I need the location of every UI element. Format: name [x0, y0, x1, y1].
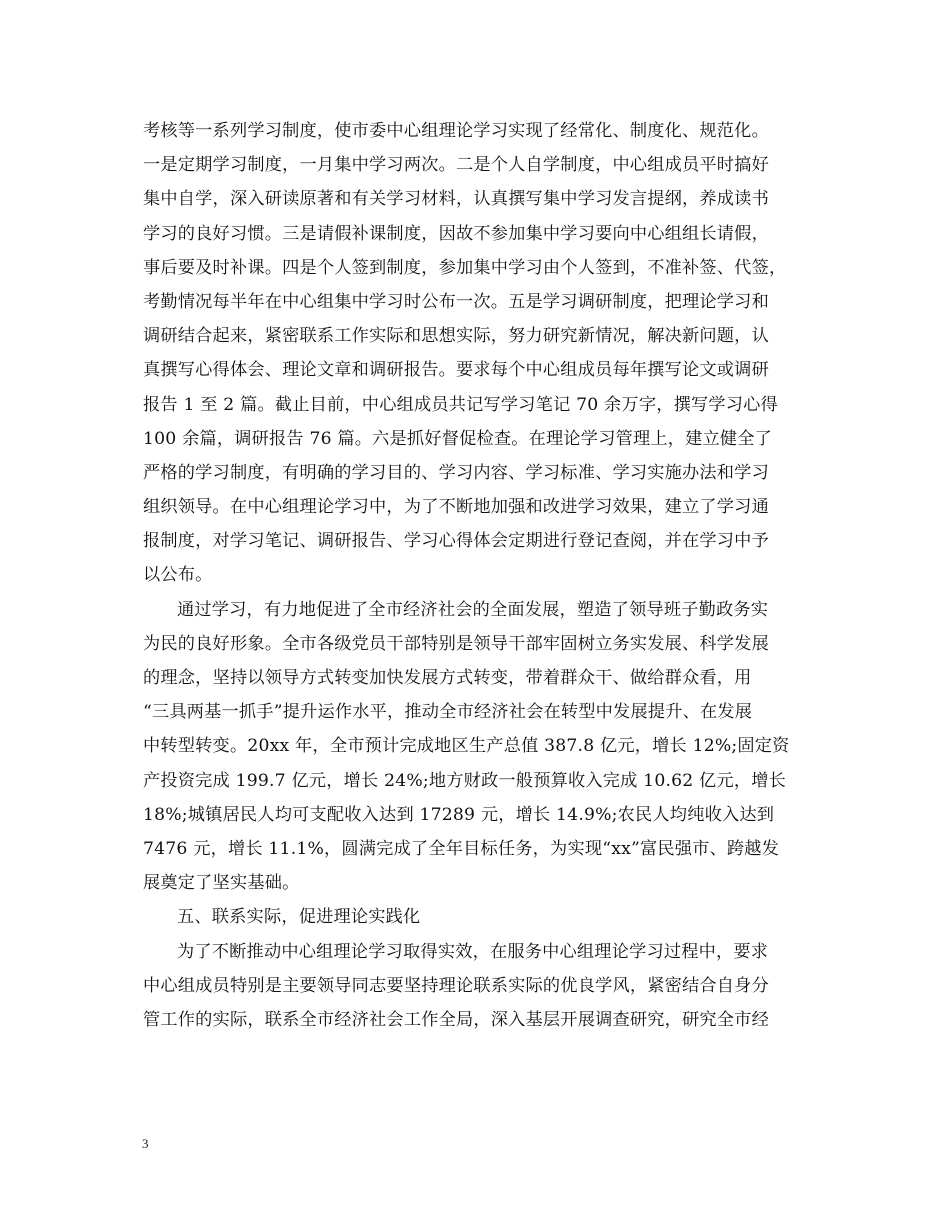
text-line: 18%;城镇居民人均可支配收入达到 17289 元，增长 14.9%;农民人均纯收入达到 [143, 804, 775, 825]
text-line: 组织领导。在中心组理论学习中，为了不断地加强和改进学习效果，建立了学习通 [143, 497, 769, 518]
text-line: 学习的良好习惯。三是请假补课制度，因故不参加集中学习要向中心组组长请假， [143, 223, 769, 244]
text-line: 中转型转变。20xx 年，全市预计完成地区生产总值 387.8 亿元，增长 12%;固定资 [143, 736, 790, 757]
text-line: 一是定期学习制度，一月集中学习两次。二是个人自学制度，中心组成员平时搞好 [143, 155, 769, 176]
paragraph-start-line: 通过学习，有力地促进了全市经济社会的全面发展，塑造了领导班子勤政务实 [177, 599, 769, 620]
text-line: 真撰写心得体会、理论文章和调研报告。要求每个中心组成员每年撰写论文或调研 [143, 360, 769, 381]
text-line: 以公布。 [143, 565, 213, 586]
page-number: 3 [142, 1136, 149, 1151]
section-heading: 五、联系实际，促进理论实践化 [177, 907, 421, 928]
text-line: 集中自学，深入研读原著和有关学习材料，认真撰写集中学习发言提纲，养成读书 [143, 189, 769, 210]
text-line: 报告 1 至 2 篇。截止目前，中心组成员共记写学习笔记 70 余万字，撰写学习心得 [143, 394, 778, 415]
text-line: 展奠定了坚实基础。 [143, 873, 300, 894]
text-line: 100 余篇，调研报告 76 篇。六是抓好督促检查。在理论学习管理上，建立健全了 [143, 428, 773, 449]
text-line: 调研结合起来，紧密联系工作实际和思想实际，努力研究新情况，解决新问题，认 [143, 326, 769, 347]
text-line: “三具两基一抓手”提升运作水平，推动全市经济社会在转型中发展提升、在发展 [143, 702, 753, 723]
text-line: 7476 元，增长 11.1%，圆满完成了全年目标任务，为实现“xx”富民强市、跨越发 [143, 838, 780, 859]
paragraph-start-line: 为了不断推动中心组理论学习取得实效，在服务中心组理论学习过程中，要求 [177, 941, 769, 962]
text-line: 为民的良好形象。全市各级党员干部特别是领导干部牢固树立务实发展、科学发展 [143, 633, 769, 654]
text-line: 报制度，对学习笔记、调研报告、学习心得体会定期进行登记查阅，并在学习中予 [143, 531, 769, 552]
text-line: 考勤情况每半年在中心组集中学习时公布一次。五是学习调研制度，把理论学习和 [143, 291, 769, 312]
text-line: 管工作的实际，联系全市经济社会工作全局，深入基层开展调查研究，研究全市经 [143, 1009, 769, 1030]
text-line: 严格的学习制度，有明确的学习目的、学习内容、学习标准、学习实施办法和学习 [143, 462, 769, 483]
text-line: 中心组成员特别是主要领导同志要坚持理论联系实际的优良学风，紧密结合自身分 [143, 975, 769, 996]
text-line: 事后要及时补课。四是个人签到制度，参加集中学习由个人签到，不准补签、代签， [143, 257, 787, 278]
body-text [143, 114, 811, 1037]
text-line: 产投资完成 199.7 亿元，增长 24%;地方财政一般预算收入完成 10.62 亿元，增长 [143, 770, 786, 791]
text-line: 考核等一系列学习制度，使市委中心组理论学习实现了经常化、制度化、规范化。 [143, 121, 769, 141]
text-line: 的理念，坚持以领导方式转变加快发展方式转变，带着群众干、做给群众看，用 [143, 668, 752, 688]
